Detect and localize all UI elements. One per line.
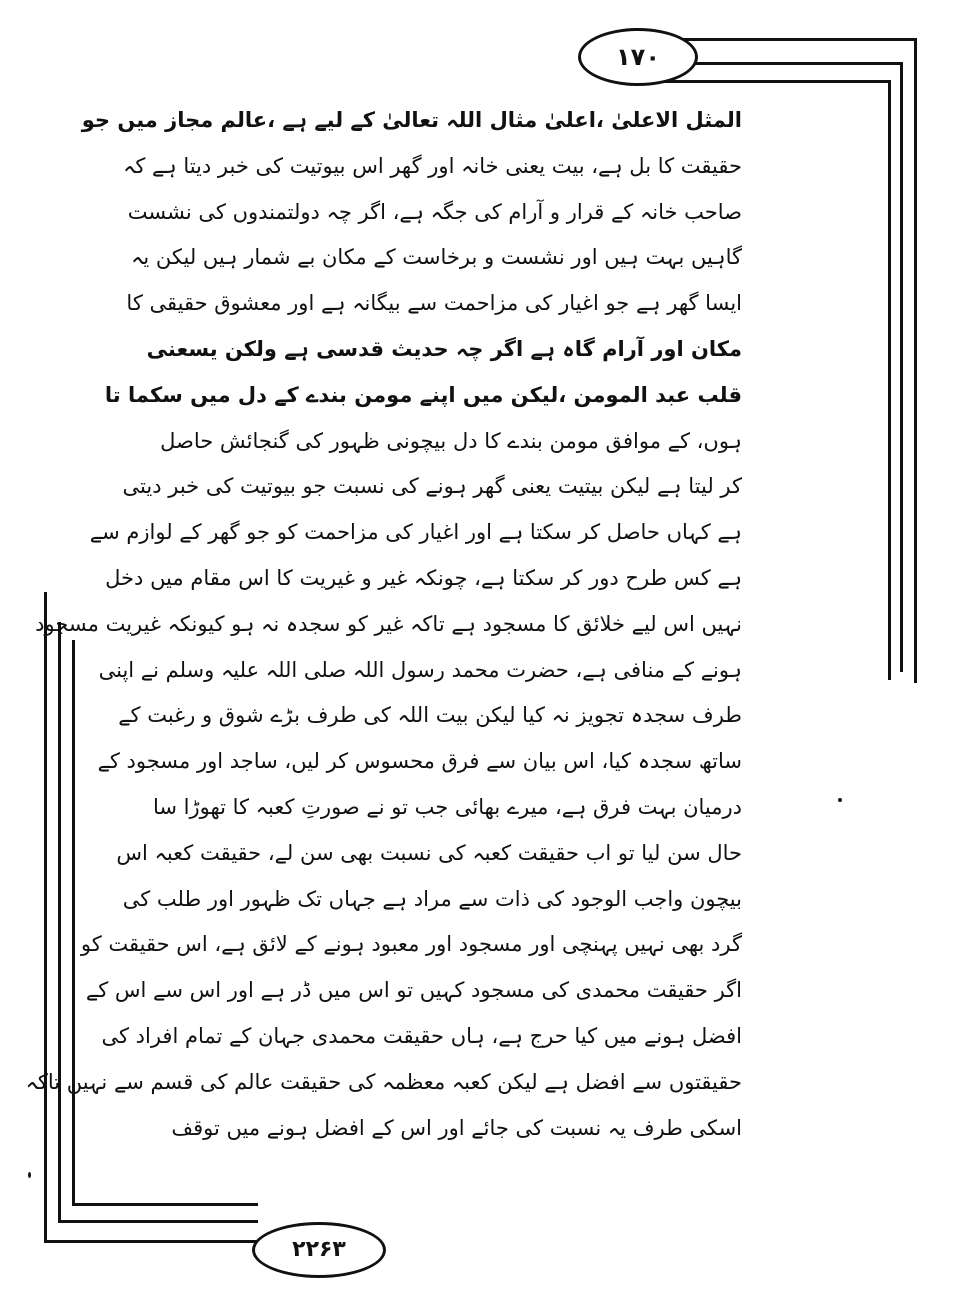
scan-speck <box>838 798 842 802</box>
text-line: قلب عبد المومن ،لیکن میں اپنے مومن بندے کے دل میں سکما تا <box>104 382 742 407</box>
bottom-frame-line-2 <box>58 1220 258 1223</box>
bottom-page-number-oval <box>252 1222 386 1278</box>
text-line: ہے کہاں حاصل کر سکتا ہے اور اغیار کی مزاحمت کو جو گھر کے لوازم سے <box>89 520 742 545</box>
text-line: ایسا گھر ہے جو اغیار کی مزاحمت سے بیگانہ ہے اور معشوق حقیقی کا <box>126 291 742 316</box>
text-line: کر لیتا ہے لیکن بیتیت یعنی گھر ہونے کی نسبت جو بیوتیت کی خبر دیتی <box>122 474 742 499</box>
top-page-number-oval <box>578 28 698 86</box>
text-line: مکان اور آرام گاہ ہے اگر چہ حدیث قدسی ہے ولکن یسعنی <box>146 336 742 361</box>
text-line: درمیان بہت فرق ہے، میرے بھائی جب تو نے صورتِ کعبہ کا تھوڑا سا <box>152 794 742 819</box>
text-line: نہیں اس لیے خلائق کا مسجود ہے تاکہ غیر کو سجدہ نہ ہو کیونکہ غیریت مسجود <box>35 611 742 636</box>
text-line: طرف سجدہ تجویز نہ کیا لیکن بیت اللہ کی طرف بڑے شوق و رغبت کے <box>118 703 742 728</box>
text-line: گرد بھی نہیں پہنچی اور مسجود اور معبود ہونے کے لائق ہے، اس حقیقت کو <box>80 932 742 957</box>
text-line: افضل ہونے میں کیا حرج ہے، ہاں حقیقت محمدی جہان کے تمام افراد کی <box>101 1023 742 1048</box>
text-line: بیچون واجب الوجود کی ذات سے مراد ہے جہاں تک ظہور اور طلب کی <box>122 886 742 911</box>
left-frame-line-2 <box>58 622 61 1222</box>
top-page-number: ۱۷۰ <box>616 43 660 71</box>
text-line: اسکی طرف یہ نسبت کی جائے اور اس کے افضل ہونے میں توقف <box>171 1115 742 1140</box>
right-frame-line-1 <box>914 38 917 683</box>
text-line: حال سن لیا تو اب حقیقت کعبہ کی نسبت بھی سن لے، حقیقت کعبہ اس <box>116 840 742 865</box>
text-line: گاہیں بہت ہیں اور نشست و برخاست کے مکان بے شمار ہیں لیکن یہ <box>131 245 742 270</box>
scan-speck <box>28 1172 31 1178</box>
text-line: حقیقتوں سے افضل ہے لیکن کعبہ معظمہ کی حقیقت عالم کی قسم سے نہیں تاکہ <box>25 1069 742 1094</box>
text-line: المثل الاعلیٰ ،اعلیٰ مثال اللہ تعالیٰ کے لیے ہے ،عالم مجاز میں جو <box>81 108 742 132</box>
text-line: ہے کس طرح دور کر سکتا ہے، چونکہ غیر و غیریت کا اس مقام میں دخل <box>105 565 742 590</box>
text-line: ساتھ سجدہ کیا، اس بیان سے فرق محسوس کر لیں، ساجد اور مسجود کے <box>97 749 742 774</box>
text-line: حقیقت کا بل ہے، بیت یعنی خانہ اور گھر اس بیوتیت کی خبر دیتا ہے کہ <box>123 153 742 178</box>
text-line: اگر حقیقت محمدی کی مسجود کہیں تو اس میں ڈر ہے اور اس سے اس کے <box>85 978 742 1003</box>
bottom-frame-line-3 <box>72 1203 258 1206</box>
left-frame-line-1 <box>44 592 47 1242</box>
text-line: ہوں، کے موافق مومن بندے کا دل بیچونی ظہور کی گنجائش حاصل <box>160 428 742 453</box>
right-frame-line-2 <box>900 62 903 672</box>
text-line: صاحب خانہ کے قرار و آرام کی جگہ ہے، اگر چہ دولتمندوں کی نشست <box>127 199 742 224</box>
left-frame-line-3 <box>72 640 75 1205</box>
bottom-page-number: ۲۲۶۳ <box>292 1237 346 1262</box>
text-line: ہونے کے منافی ہے، حضرت محمد رسول اللہ صلی اللہ علیہ وسلم نے اپنی <box>98 657 742 682</box>
urdu-text-block <box>25 98 742 1151</box>
right-frame-line-3 <box>888 80 891 680</box>
bottom-frame-line-1 <box>44 1240 260 1243</box>
